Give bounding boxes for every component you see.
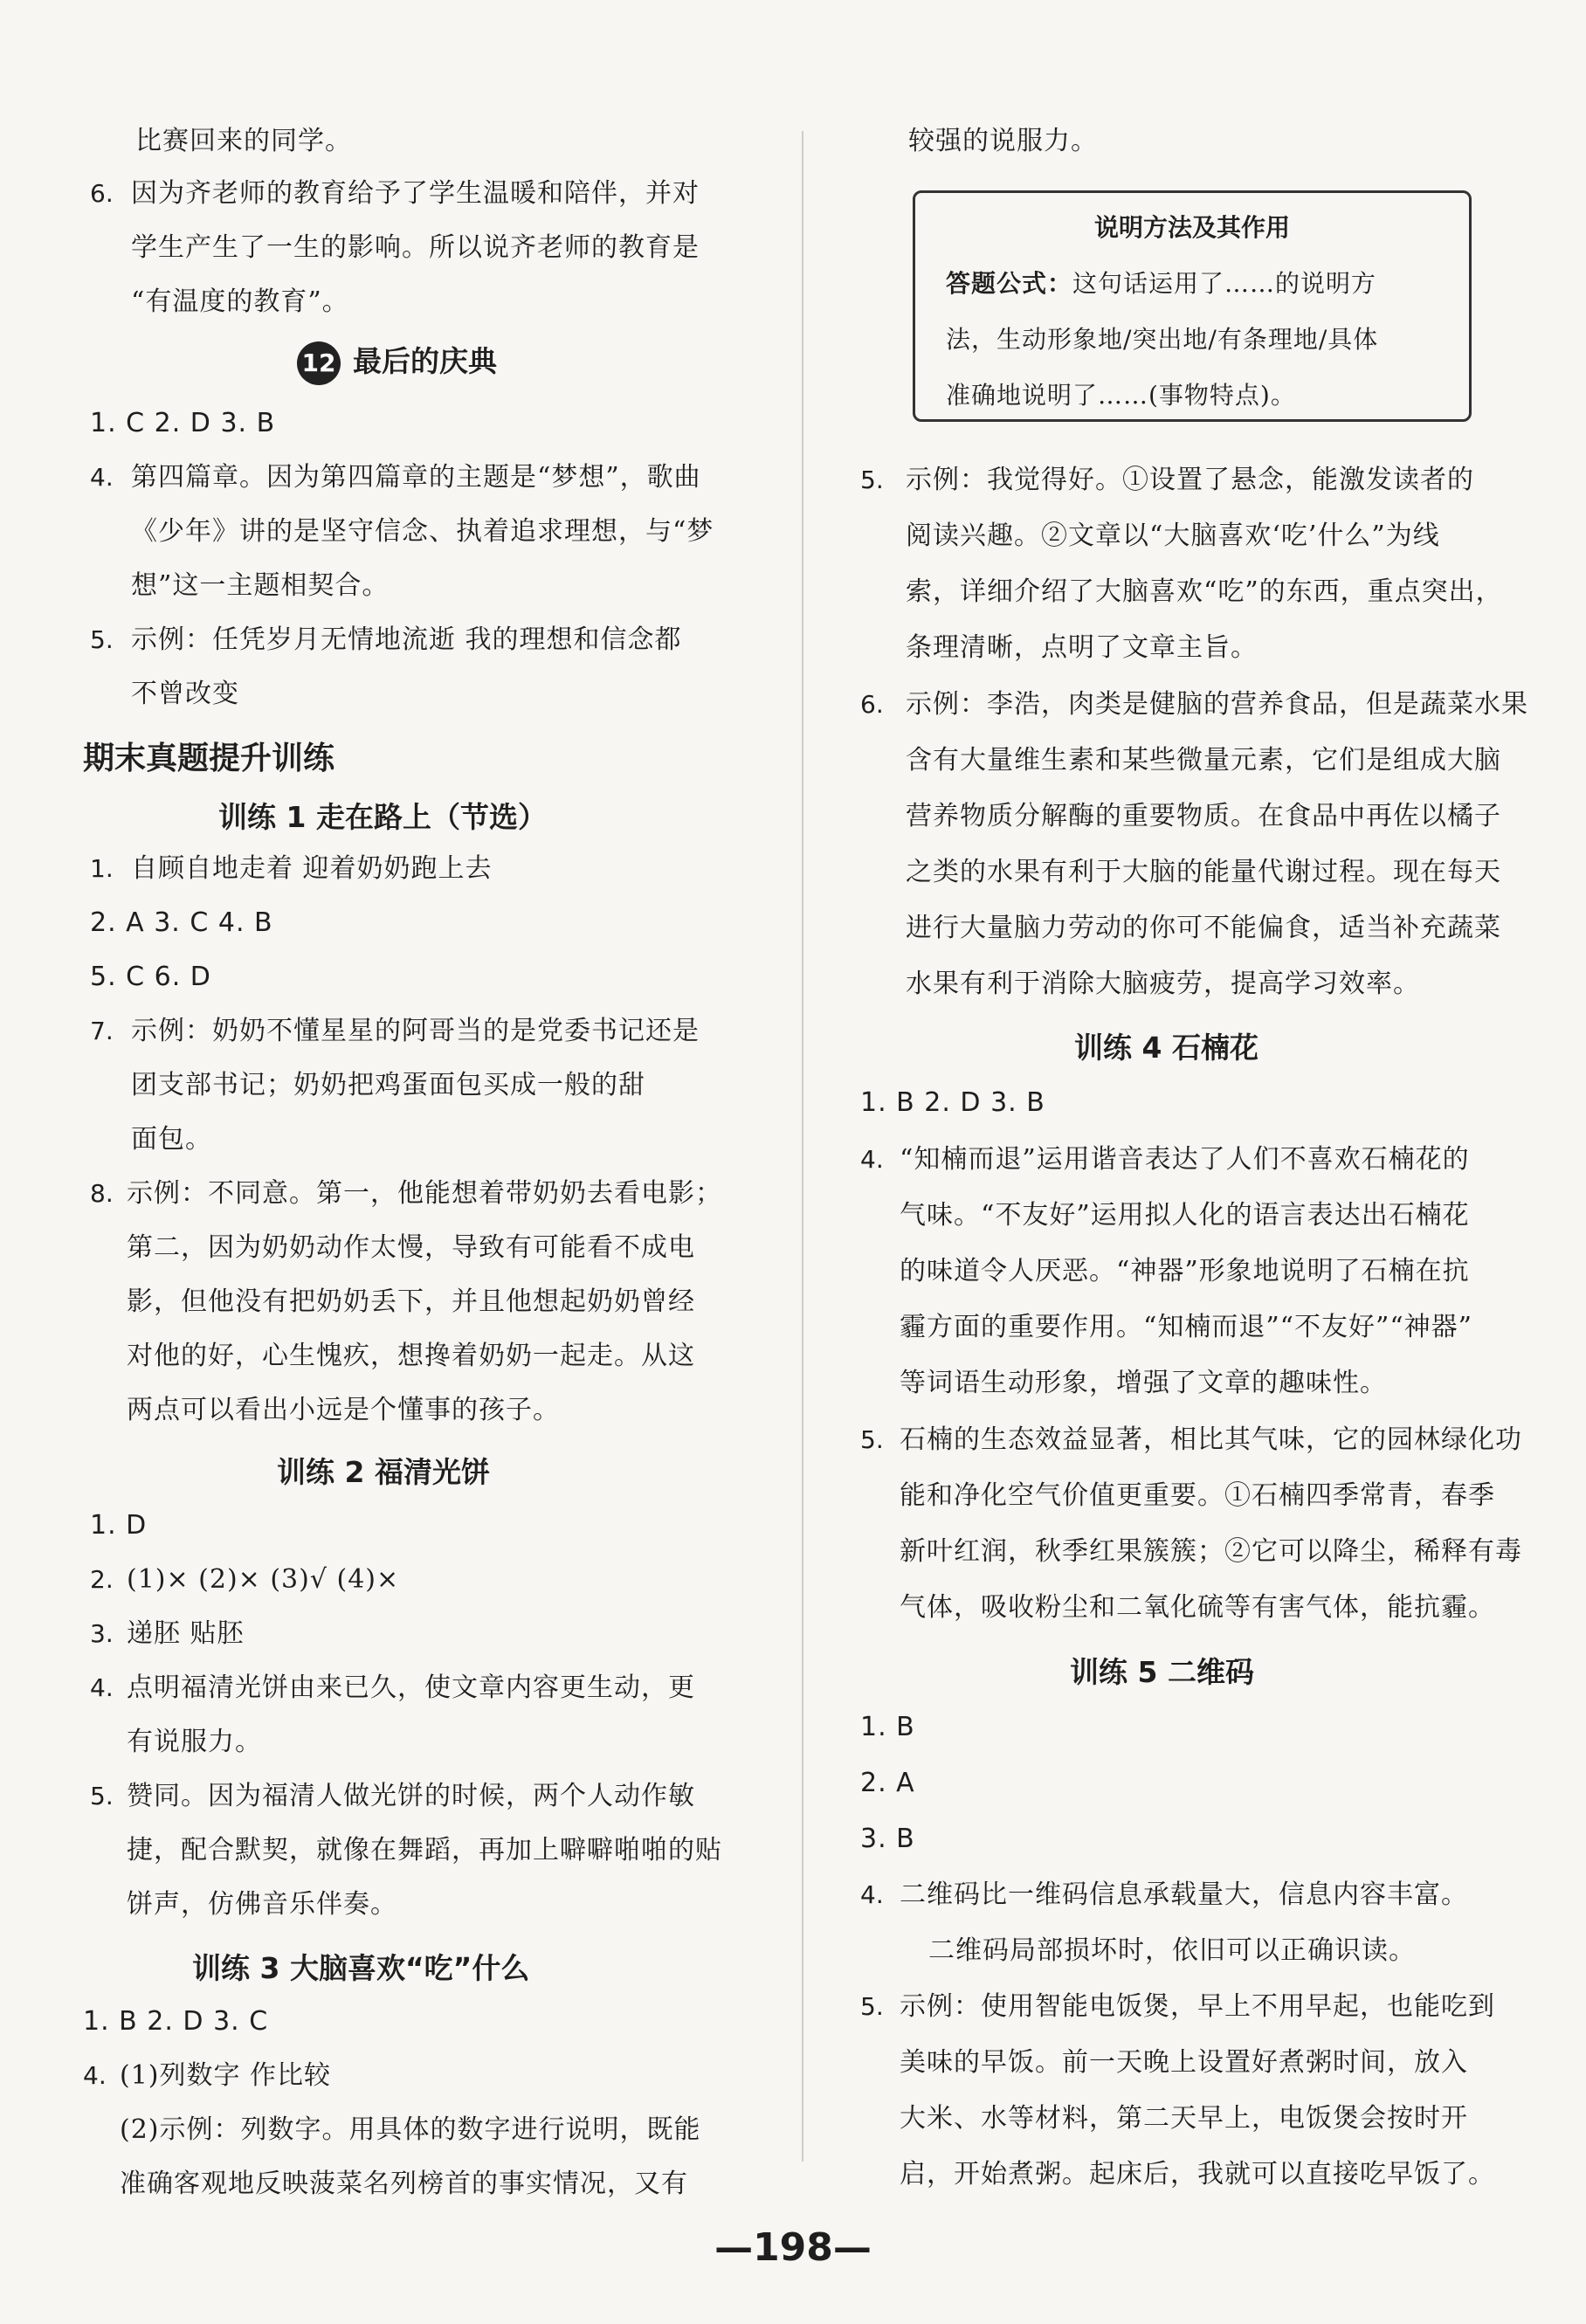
text-line: 营养物质分解酶的重要物质。在食品中再佐以橘子 [906,801,1501,831]
text-line: 第四篇章。因为第四篇章的主题是“梦想”，歌曲 [131,462,701,493]
text-line: (1)列数字 作比较 [120,2060,332,2091]
text-line: 示例：李浩，肉类是健脑的营养食品，但是蔬菜水果 [906,689,1528,720]
text-line: 能和净化空气价值更重要。①石楠四季常青，春季 [900,1480,1495,1511]
text-line: 不曾改变 [131,679,239,709]
text-line: 示例：奶奶不懂星星的阿哥当的是党委书记还是 [131,1016,700,1046]
text-line: 启，开始煮粥。起床后，我就可以直接吃早饭了。 [900,2159,1495,2190]
question-number: 1. [90,854,114,883]
text-line: 示例：使用智能电饭煲，早上不用早起，也能吃到 [900,1991,1495,2022]
question-number: 3. [90,1619,114,1648]
lesson-number-badge: 12 [297,341,341,385]
text-line: 递胚 贴胚 [127,1618,245,1649]
tip-box [913,190,1472,422]
question-number: 5. [90,1782,114,1810]
text-line: 大米、水等材料，第二天早上，电饭煲会按时开 [900,2103,1468,2134]
text-line: 示例：任凭岁月无情地流逝 我的理想和信念都 [131,624,682,655]
tip-line: 准确地说明了……(事物特点)。 [946,381,1296,410]
text-line: 气味。“不友好”运用拟人化的语言表达出石楠花 [900,1200,1470,1231]
text-line: 因为齐老师的教育给予了学生温暖和陪伴，并对 [131,178,700,209]
answer-line: 1. B 2. D 3. B [860,1087,1045,1118]
text-line: 的味道令人厌恶。“神器”形象地说明了石楠在抗 [900,1256,1470,1286]
question-number: 4. [83,2061,107,2090]
text-line: 《少年》讲的是坚守信念、执着追求理想，与“梦 [131,516,714,547]
text-line: 新叶红润，秋季红果簇簇；②它可以降尘，稀释有毒 [900,1536,1522,1567]
text-line: 霾方面的重要作用。“知楠而退”“不友好”“神器” [900,1312,1473,1342]
question-number: 5. [860,1992,884,2021]
answer-line: 1. C 2. D 3. B [90,408,276,438]
answer-line: 2. A 3. C 4. B [90,907,273,938]
text-line: 美味的早饭。前一天晚上设置好煮粥时间，放入 [900,2047,1468,2078]
text-line: 团支部书记；奶奶把鸡蛋面包买成一般的甜 [131,1070,645,1100]
training-heading: 训练 5 二维码 [1070,1655,1254,1689]
text-line: 水果有利于消除大脑疲劳，提高学习效率。 [906,969,1420,999]
text-line: 二维码比一维码信息承载量大，信息内容丰富。 [900,1879,1468,1910]
question-number: 5. [860,1425,884,1454]
text-line: 二维码局部损坏时，依旧可以正确识读。 [928,1935,1416,1966]
text-line: 点明福清光饼由来已久，使文章内容更生动，更 [127,1672,695,1703]
text-line: “知楠而退”运用谐音表达了人们不喜欢石楠花的 [900,1144,1470,1175]
text-line: 影，但他没有把奶奶丢下，并且他想起奶奶曾经 [127,1286,695,1317]
text-line: 两点可以看出小远是个懂事的孩子。 [127,1395,560,1425]
tip-label: 答题公式： [946,269,1073,298]
column-divider [802,131,803,2162]
question-number: 5. [90,625,114,654]
answer-line: 1. B 2. D 3. C [83,2006,269,2037]
text-line: 进行大量脑力劳动的你可不能偏食，适当补充蔬菜 [906,913,1501,943]
text-line: 饼声，仿佛音乐伴奏。 [127,1889,397,1920]
text-line: 学生产生了一生的影响。所以说齐老师的教育是 [131,232,700,263]
training-heading: 训练 4 石楠花 [1074,1031,1258,1065]
text-line: 示例：不同意。第一，他能想着带奶奶去看电影； [127,1178,722,1209]
question-number: 4. [90,463,114,492]
text-line: 想”这一主题相契合。 [131,570,390,601]
lesson-title: 最后的庆典 [353,344,497,378]
text-line: 准确客观地反映菠菜名列榜首的事实情况，又有 [120,2169,688,2199]
question-number: 6. [860,690,884,719]
answer-line: 3. B [860,1824,915,1854]
text-line: 石楠的生态效益显著，相比其气味，它的园林绿化功 [900,1424,1522,1455]
tip-title: 说明方法及其作用 [1093,213,1290,242]
answer-line: 1. B [860,1712,915,1742]
text-line: 阅读兴趣。②文章以“大脑喜欢‘吃’什么”为线 [906,521,1440,551]
text-line: 含有大量维生素和某些微量元素，它们是组成大脑 [906,745,1501,776]
question-number: 4. [860,1145,884,1174]
training-heading: 训练 1 走在路上（节选） [218,800,547,834]
question-number: 4. [860,1880,884,1909]
text-line: 有说服力。 [127,1727,262,1757]
question-number: 6. [90,179,114,208]
training-heading: 训练 2 福清光饼 [277,1455,490,1489]
text-line: 等词语生动形象，增强了文章的趣味性。 [900,1368,1387,1398]
question-number: 5. [860,465,884,494]
question-number: 8. [90,1179,114,1208]
answer-line: 5. C 6. D [90,962,211,992]
lesson-heading [297,339,497,385]
text-line: 第二，因为奶奶动作太慢，导致有可能看不成电 [127,1232,695,1263]
text-line: 自顾自地走着 迎着奶奶跑上去 [131,853,493,884]
text-line: 捷，配合默契，就像在舞蹈，再加上噼噼啪啪的贴 [127,1835,722,1865]
page-number: —198— [714,2225,872,2270]
text-line: 示例：我觉得好。①设置了悬念，能激发读者的 [906,465,1474,495]
text-line: (1)× (2)× (3)√ (4)× [127,1564,400,1595]
text-line: 较强的说服力。 [908,126,1098,156]
question-number: 2. [90,1565,114,1594]
answer-line: 2. A [860,1768,915,1798]
question-number: 4. [90,1673,114,1702]
text-line: 赞同。因为福清人做光饼的时候，两个人动作敏 [127,1781,695,1811]
text-line: “有温度的教育”。 [131,286,349,317]
text-line: 索，详细介绍了大脑喜欢“吃”的东西，重点突出， [906,576,1503,607]
tip-text: 这句话运用了……的说明方 [1072,269,1377,298]
tip-line [946,265,1376,300]
tip-line: 法，生动形象地/突出地/有条理地/具体 [946,325,1379,354]
answer-line: 1. D [90,1510,148,1541]
text-line: 对他的好，心生愧疚，想搀着奶奶一起走。从这 [127,1341,695,1371]
text-line: 条理清晰，点明了文章主旨。 [906,632,1258,663]
training-heading: 训练 3 大脑喜欢“吃”什么 [192,1951,530,1985]
question-number: 7. [90,1017,114,1045]
text-line: 比赛回来的同学。 [135,126,352,156]
text-line: 之类的水果有利于大脑的能量代谢过程。现在每天 [906,857,1501,887]
text-line: (2)示例：列数字。用具体的数字进行说明，既能 [120,2114,701,2145]
section-title: 期末真题提升训练 [83,741,335,776]
text-line: 气体，吸收粉尘和二氧化硫等有害气体，能抗霾。 [900,1592,1495,1623]
text-line: 面包。 [131,1124,212,1155]
